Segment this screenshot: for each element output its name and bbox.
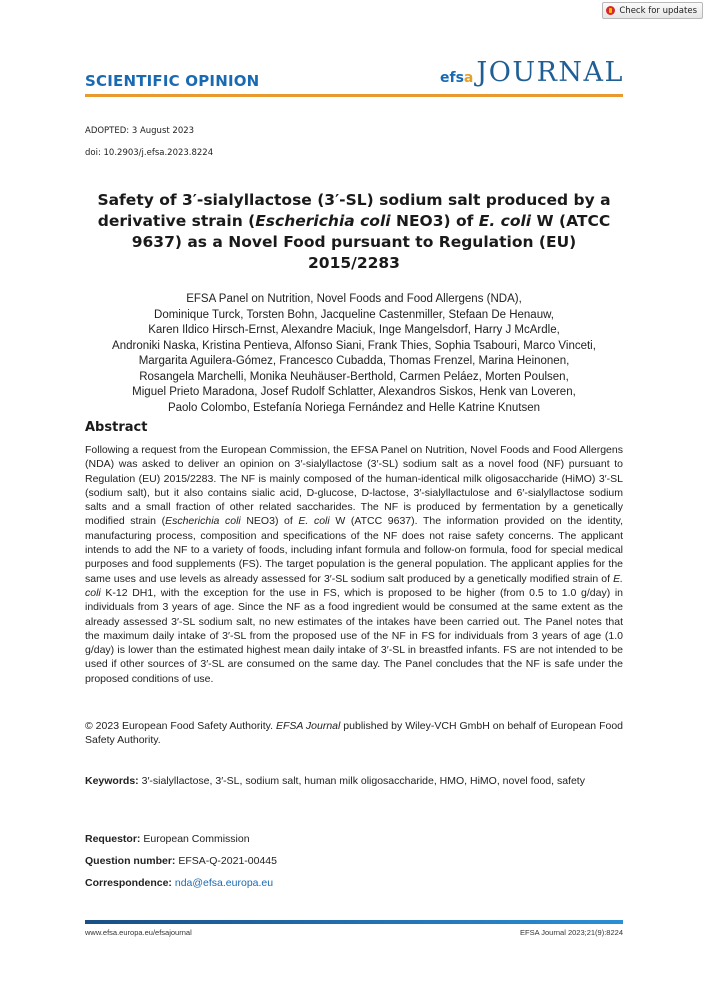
doi: doi: 10.2903/j.efsa.2023.8224 [85, 148, 214, 158]
copyright-notice: © 2023 European Food Safety Authority. EFSA Journal published by Wiley-VCH GmbH on behalf of European Food Safety Authority. [85, 720, 623, 747]
abstract-heading: Abstract [85, 420, 148, 435]
correspondence-email-link[interactable]: nda@efsa.europa.eu [174, 877, 274, 889]
footer-rule [85, 920, 623, 924]
author-line: EFSA Panel on Nutrition, Novel Foods and Food Allergens (NDA), [186, 293, 522, 305]
adopted-date: ADOPTED: 3 August 2023 [85, 126, 195, 136]
header-rule [85, 94, 623, 97]
author-list [85, 292, 623, 416]
question-number: Question number: EFSA-Q-2021-00445 [85, 855, 277, 867]
author-line: Karen Ildico Hirsch-Ernst, Alexandre Maciuk, Inge Mangelsdorf, Harry J McArdle, [148, 324, 560, 336]
keywords: Keywords: 3′-sialyllactose, 3′-SL, sodium salt, human milk oligosaccharide, HMO, HiMO, novel food, safety [85, 775, 585, 787]
requestor: Requestor: European Commission [85, 833, 250, 845]
efsa-journal-logo [440, 48, 625, 88]
article-title: Safety of 3′-sialyllactose (3′-SL) sodium salt produced by a derivative strain (Escherichia coli NEO3) of E. coli W (ATCC 9637) as a Novel Food pursuant to Regulation (EU) 2015/2283 [97, 191, 611, 272]
author-line: Androniki Naska, Kristina Pentieva, Alfonso Siani, Frank Thies, Sophia Tsabouri, Marco Vinceti, [112, 339, 596, 352]
efsa-logo-mark: efsa [440, 70, 474, 86]
crossmark-icon [606, 6, 615, 15]
author-line: Rosangela Marchelli, Monika Neuhäuser-Berthold, Carmen Peláez, Morten Poulsen, [139, 370, 569, 383]
author-line: Miguel Prieto Maradona, Josef Rudolf Schlatter, Alexandros Siskos, Henk van Loveren, [132, 386, 576, 398]
abstract-body: Following a request from the European Commission, the EFSA Panel on Nutrition, Novel Foods and Food Allergens (NDA) was asked to deliver an opinion on 3′-sialyllactose (3′-SL) sodium salt as a novel food (NF) pursuant to Regulation (EU) 2015/2283. The NF is mainly composed of the human-identical milk oligosaccharide (HiMO) 3′-SL (sodium salt), but it also contains sialic acid, D-glucose, D-lactose, 3′-sialyllactulose and 6′-sialyllactose sodium salts and a small fraction of other related saccharides. The NF is produced by fermentation by a genetically modified strain (Escherichia coli NEO3) of E. coli W (ATCC 9637). The information provided on the identity, manufacturing process, composition and specifications of the NF does not raise safety concerns. The applicant intends to add the NF to a variety of foods, including infant formula and follow-on formula, food for special medical purposes and food supplements (FS). The target population is the general population. The applicant applies for the same uses and use levels as already assessed for 3′-SL sodium salt produced by a genetically modified strain of E. coli K-12 DH1, with the exception for the use in FS, which is proposed to be higher (from 0.5 to 1.0 g/day) in individuals from 3 years of age. Since the NF as a food ingredient would be consumed at the same extent as the already assessed 3′-SL sodium salt, no new estimates of the intakes have been carried out. The Panel notes that the maximum daily intake of 3′-SL from the proposed use of the NF in FS for individuals from 3 years of age (1.0 g/day) is lower than the estimated highest mean daily intake of 3′-SL in breastfed infants. FS are not intended to be used if other sources of 3′-SL are consumed on the same day. The Panel concludes that the NF is safe under the proposed conditions of use. [85, 444, 624, 685]
author-line: Paolo Colombo, Estefanía Noriega Fernández and Helle Katrine Knutsen [167, 401, 541, 414]
footer-website-link[interactable]: www.efsa.europa.eu/efsajournal [85, 928, 192, 937]
journal-wordmark: JOURNAL [476, 57, 624, 88]
check-for-updates-button[interactable] [602, 2, 703, 19]
section-label: SCIENTIFIC OPINION [85, 72, 260, 90]
check-for-updates-label: Check for updates [619, 5, 697, 16]
author-line: Dominique Turck, Torsten Bohn, Jacqueline Castenmiller, Stefaan De Henauw, [154, 308, 554, 321]
correspondence: Correspondence: nda@efsa.europa.eu [85, 877, 274, 889]
author-line: Margarita Aguilera-Gómez, Francesco Cubadda, Thomas Frenzel, Marina Heinonen, [138, 355, 570, 367]
footer-citation: EFSA Journal 2023;21(9):8224 [520, 928, 623, 937]
